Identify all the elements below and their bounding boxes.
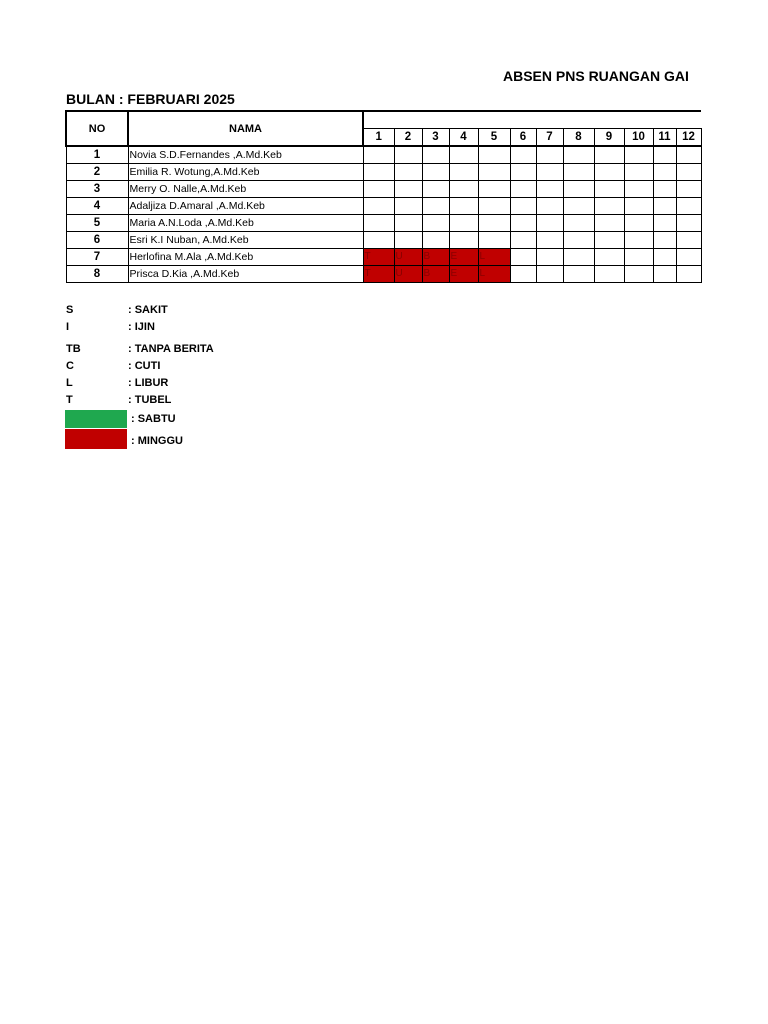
attendance-cell[interactable] [563,232,594,249]
attendance-cell[interactable] [594,266,624,283]
attendance-cell[interactable] [510,249,536,266]
attendance-cell[interactable] [676,164,701,181]
attendance-cell[interactable] [478,164,510,181]
attendance-cell[interactable] [536,215,563,232]
day-header-8: 8 [563,129,594,147]
day-header-6: 6 [510,129,536,147]
table-row [66,215,701,232]
row-number: 1 [66,146,128,164]
staff-name: Prisca D.Kia ,A.Md.Keb [128,266,363,283]
attendance-cell[interactable] [594,232,624,249]
attendance-cell[interactable] [624,146,653,164]
saturday-swatch [65,410,127,428]
attendance-cell[interactable] [624,181,653,198]
attendance-cell[interactable] [510,232,536,249]
attendance-cell[interactable] [563,164,594,181]
attendance-cell[interactable] [422,198,449,215]
legend-description: : CUTI [128,360,161,372]
attendance-cell[interactable] [510,215,536,232]
attendance-cell[interactable] [536,266,563,283]
legend-description: : LIBUR [128,377,169,389]
attendance-cell[interactable] [510,266,536,283]
day-header-2: 2 [394,129,422,147]
attendance-cell[interactable] [563,249,594,266]
attendance-cell[interactable] [536,198,563,215]
attendance-cell[interactable] [394,164,422,181]
table-row [66,164,701,181]
attendance-cell[interactable] [563,266,594,283]
legend-code: T [66,394,73,406]
attendance-cell[interactable] [449,215,478,232]
attendance-cell[interactable] [676,249,701,266]
month-label: BULAN : FEBRUARI 2025 [66,91,235,107]
attendance-cell[interactable] [624,266,653,283]
day-header-4: 4 [449,129,478,147]
attendance-cell[interactable] [363,215,394,232]
attendance-cell[interactable] [422,181,449,198]
attendance-cell[interactable] [510,181,536,198]
attendance-cell[interactable] [449,198,478,215]
attendance-cell[interactable] [624,215,653,232]
attendance-cell[interactable] [422,215,449,232]
attendance-cell-tubel[interactable]: T [363,266,394,283]
attendance-cell[interactable] [653,198,676,215]
table-row [66,181,701,198]
column-header-nama: NAMA [128,111,363,146]
legend-code: TB [66,343,81,355]
attendance-cell-tubel[interactable]: B [422,249,449,266]
row-number: 3 [66,181,128,198]
attendance-cell[interactable] [422,146,449,164]
day-header-10: 10 [624,129,653,147]
attendance-cell[interactable] [394,215,422,232]
legend-code: L [66,377,73,389]
attendance-cell[interactable] [594,164,624,181]
day-header-12: 12 [676,129,701,147]
attendance-cell[interactable] [363,181,394,198]
attendance-cell[interactable] [653,232,676,249]
attendance-cell[interactable] [563,181,594,198]
table-row [66,198,701,215]
legend-description: : SAKIT [128,304,168,316]
attendance-cell[interactable] [449,164,478,181]
attendance-cell[interactable] [394,146,422,164]
row-number: 2 [66,164,128,181]
attendance-cell[interactable] [478,146,510,164]
attendance-cell[interactable] [536,181,563,198]
attendance-cell[interactable] [394,198,422,215]
staff-name: Merry O. Nalle,A.Md.Keb [128,181,363,198]
attendance-cell-tubel[interactable]: T [363,249,394,266]
attendance-cell[interactable] [422,232,449,249]
day-header-3: 3 [422,129,449,147]
attendance-cell[interactable] [676,146,701,164]
attendance-cell[interactable] [676,215,701,232]
attendance-cell[interactable] [676,198,701,215]
day-header-11: 11 [653,129,676,147]
row-number: 7 [66,249,128,266]
legend-description: : IJIN [128,321,155,333]
attendance-table [65,110,702,283]
attendance-cell[interactable] [653,249,676,266]
staff-name: Esri K.I Nuban, A.Md.Keb [128,232,363,249]
saturday-label: : SABTU [131,413,176,425]
attendance-cell-tubel[interactable]: B [422,266,449,283]
attendance-cell[interactable] [594,215,624,232]
attendance-cell[interactable] [510,198,536,215]
legend-code: I [66,321,70,333]
attendance-cell[interactable] [624,198,653,215]
day-header-band [363,111,701,129]
attendance-cell[interactable] [478,181,510,198]
attendance-cell[interactable] [363,164,394,181]
staff-name: Adaljiza D.Amaral ,A.Md.Keb [128,198,363,215]
attendance-cell[interactable] [624,249,653,266]
attendance-cell[interactable] [536,164,563,181]
attendance-cell[interactable] [563,198,594,215]
attendance-cell[interactable] [653,215,676,232]
attendance-cell[interactable] [594,181,624,198]
legend-description: : TANPA BERITA [128,343,214,355]
row-number: 5 [66,215,128,232]
attendance-cell[interactable] [563,215,594,232]
attendance-cell[interactable] [478,232,510,249]
legend-description: : TUBEL [128,394,172,406]
attendance-cell-tubel[interactable]: E [449,266,478,283]
row-number: 8 [66,266,128,283]
attendance-cell[interactable] [676,181,701,198]
attendance-cell[interactable] [653,164,676,181]
staff-name: Herlofina M.Ala ,A.Md.Keb [128,249,363,266]
staff-name: Maria A.N.Loda ,A.Md.Keb [128,215,363,232]
attendance-cell[interactable] [624,232,653,249]
attendance-cell[interactable] [449,232,478,249]
attendance-cell[interactable] [594,249,624,266]
day-header-7: 7 [536,129,563,147]
attendance-cell[interactable] [363,198,394,215]
legend-code: S [66,304,74,316]
staff-name: Emilia R. Wotung,A.Md.Keb [128,164,363,181]
attendance-cell[interactable] [394,181,422,198]
attendance-cell-tubel[interactable]: U [394,249,422,266]
day-header-9: 9 [594,129,624,147]
attendance-cell[interactable] [510,164,536,181]
attendance-cell[interactable] [536,232,563,249]
table-row [66,146,701,164]
attendance-cell[interactable] [563,146,594,164]
attendance-cell[interactable] [653,266,676,283]
day-header-1: 1 [363,129,394,147]
day-header-5: 5 [478,129,510,147]
attendance-cell[interactable] [449,146,478,164]
attendance-cell-tubel[interactable]: L [478,266,510,283]
legend-code: C [66,360,74,372]
table-row [66,266,701,283]
attendance-cell-tubel[interactable]: U [394,266,422,283]
attendance-cell[interactable] [510,146,536,164]
attendance-cell[interactable] [449,181,478,198]
attendance-cell[interactable] [536,146,563,164]
sunday-swatch [65,429,127,449]
column-header-no: NO [66,111,128,146]
table-row [66,249,701,266]
row-number: 4 [66,198,128,215]
attendance-cell[interactable] [653,146,676,164]
attendance-cell[interactable] [363,146,394,164]
attendance-cell[interactable] [422,164,449,181]
page-title: ABSEN PNS RUANGAN GAI [503,68,689,84]
row-number: 6 [66,232,128,249]
attendance-cell[interactable] [536,249,563,266]
attendance-cell[interactable] [363,232,394,249]
attendance-cell[interactable] [478,215,510,232]
attendance-cell[interactable] [653,181,676,198]
sunday-label: : MINGGU [131,435,183,447]
table-row [66,232,701,249]
attendance-cell[interactable] [478,198,510,215]
attendance-cell[interactable] [594,198,624,215]
attendance-cell[interactable] [394,232,422,249]
attendance-cell[interactable] [624,164,653,181]
attendance-cell-tubel[interactable]: E [449,249,478,266]
attendance-cell[interactable] [594,146,624,164]
staff-name: Novia S.D.Fernandes ,A.Md.Keb [128,146,363,164]
attendance-cell[interactable] [676,232,701,249]
attendance-cell-tubel[interactable]: L [478,249,510,266]
attendance-cell[interactable] [676,266,701,283]
